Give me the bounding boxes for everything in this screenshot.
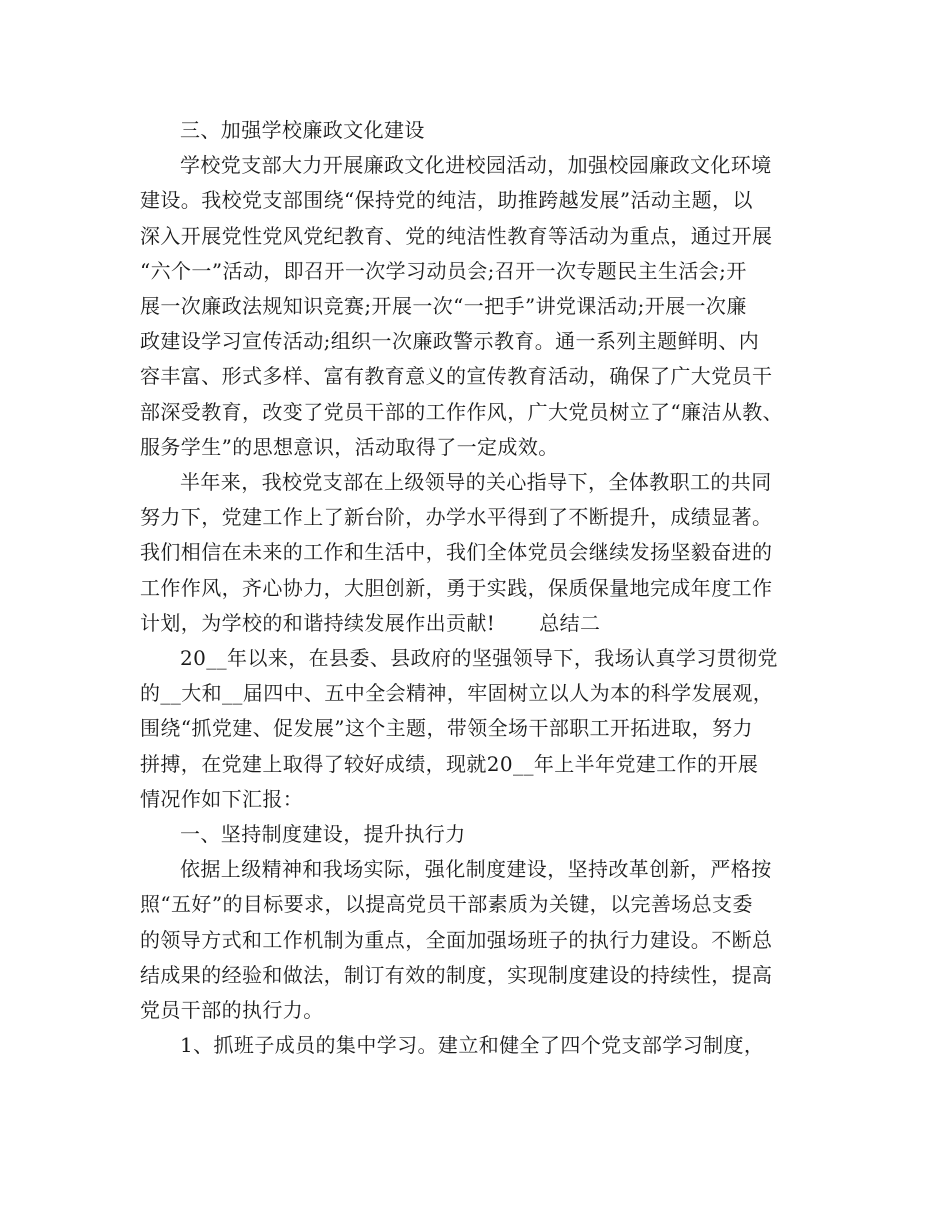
paragraph-line: 拼搏，在党建上取得了较好成绩，现就20__年上半年党建工作的开展 [140,751,759,776]
paragraph-line: 学校党支部大力开展廉政文化进校园活动，加强校园廉政文化环境 [180,153,772,178]
summary-label: 总结二 [539,610,601,635]
section-heading-3: 三、加强学校廉政文化建设 [180,118,425,142]
paragraph-line: 依据上级精神和我场实际，强化制度建设，坚持改革创新，严格按 [180,857,772,882]
paragraph-line: 围绕“抓党建、促发展”这个主题，带领全场干部职工开拓进取，努力 [140,716,753,741]
paragraph-line-with-label [140,606,825,641]
section-heading-1: 一、坚持制度建设，提升执行力 [180,822,466,847]
paragraph-line: 服务学生”的思想意识，活动取得了一定成效。 [140,434,559,459]
paragraph-line: 我们相信在未来的工作和生活中，我们全体党员会继续发扬坚毅奋进的 [140,540,773,565]
paragraph-line: 照“五好”的目标要求，以提高党员干部素质为关键，以完善场总支委 [140,892,753,917]
paragraph-line: 深入开展党性党风党纪教育、党的纯洁性教育等活动为重点，通过开展 [140,223,773,248]
paragraph-line: 政建设学习宣传活动;组织一次廉政警示教育。通一系列主题鲜明、内 [140,329,760,354]
paragraph-line: 容丰富、形式多样、富有教育意义的宣传教育活动，确保了广大党员干 [140,364,773,389]
document-body [140,113,825,1063]
paragraph-line: “六个一”活动，即召开一次学习动员会;召开一次专题民主生活会;开 [140,258,747,283]
paragraph-line: 建设。我校党支部围绕“保持党的纯洁，助推跨越发展”活动主题，以 [140,188,753,213]
paragraph-line: 的领导方式和工作机制为重点，全面加强场班子的执行力建设。不断总 [140,927,773,952]
paragraph-line: 的__大和__届四中、五中全会精神，牢固树立以人为本的科学发展观， [140,681,774,706]
paragraph-line: 20__年以来，在县委、县政府的坚强领导下，我场认真学习贯彻党 [180,646,778,671]
paragraph-line: 工作作风，齐心协力，大胆创新，勇于实践，保质保量地完成年度工作 [140,575,773,600]
paragraph-text: 计划，为学校的和谐持续发展作出贡献! [140,610,496,635]
paragraph-line: 展一次廉政法规知识竞赛;开展一次“一把手”讲党课活动;开展一次廉 [140,294,747,319]
paragraph-line: 党员干部的执行力。 [140,998,324,1023]
paragraph-line: 情况作如下汇报： [140,786,304,811]
paragraph-line: 努力下，党建工作上了新台阶，办学水平得到了不断提升，成绩显著。 [140,505,773,530]
paragraph-line: 1、抓班子成员的集中学习。建立和健全了四个党支部学习制度， [180,1033,765,1058]
paragraph-line: 半年来，我校党支部在上级领导的关心指导下，全体教职工的共同 [180,470,772,495]
paragraph-line: 部深受教育，改变了党员干部的工作作风，广大党员树立了“廉洁从教、 [140,399,784,424]
paragraph-line: 结成果的经验和做法，制订有效的制度，实现制度建设的持续性，提高 [140,962,773,987]
